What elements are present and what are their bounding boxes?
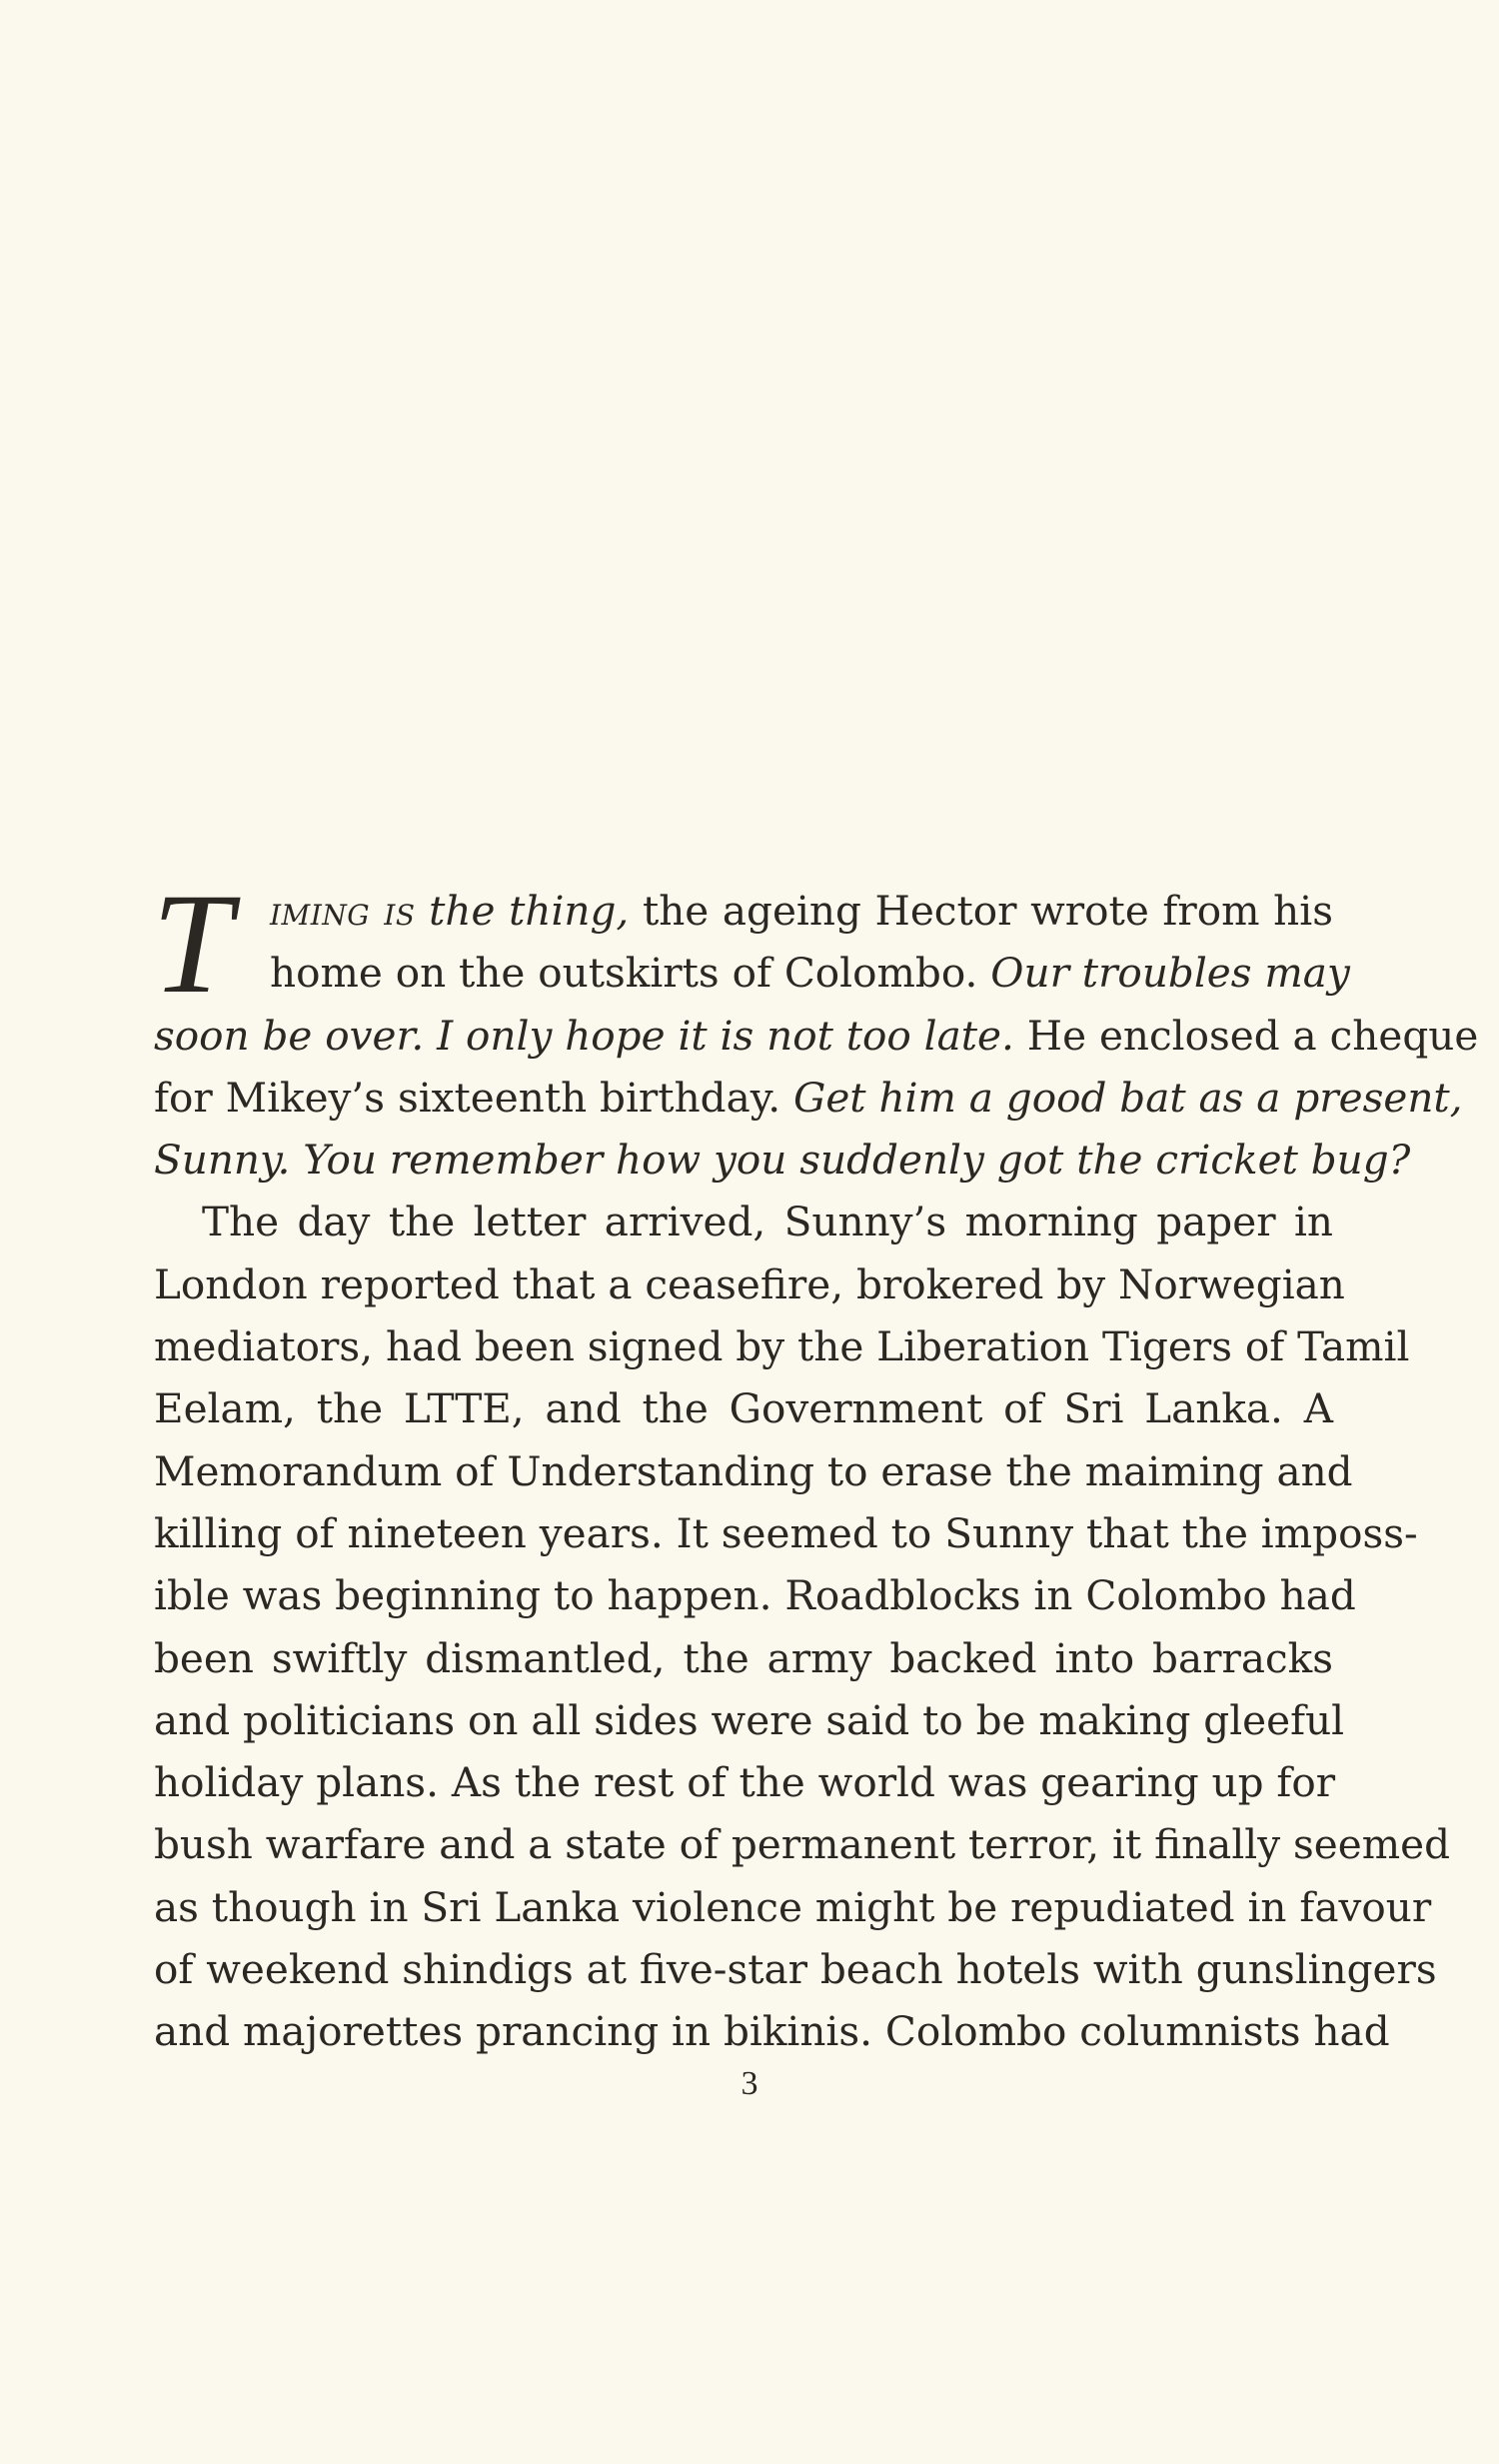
text-line: and politicians on all sides were said to be making gleeful: [154, 1695, 1345, 1744]
text-line: been swiftly dismantled, the army backed into barracks: [154, 1633, 1333, 1682]
page-number: 3: [741, 2065, 758, 2102]
roman-phrase: for Mikey’s sixteenth birthday.: [154, 1073, 793, 1122]
text-line: [154, 942, 1350, 1004]
italic-phrase: soon be over. I only hope it is not too late.: [154, 1011, 1014, 1060]
text-line: and majorettes prancing in bikinis. Colombo columnists had: [154, 2007, 1390, 2056]
roman-phrase: home on the outskirts of Colombo.: [270, 949, 991, 998]
italic-phrase: Sunny. You remember how you suddenly got the cricket bug?: [154, 1136, 1411, 1185]
text-line: [154, 1067, 1463, 1129]
drop-cap: T: [152, 865, 233, 1024]
text-line: London reported that a ceasefire, brokered by Norwegian: [154, 1259, 1345, 1308]
text-line: [154, 880, 1333, 942]
text-line: of weekend shindigs at five-star beach hotels with gunslingers: [154, 1945, 1437, 1994]
roman-phrase: He enclosed a cheque: [1013, 1011, 1479, 1060]
italic-phrase: Our troubles may: [990, 949, 1350, 998]
text-line: as though in Sri Lanka violence might be repudiated in favour: [154, 1882, 1432, 1931]
text-line: [154, 1005, 1479, 1067]
body-text: [154, 880, 1479, 2063]
text-line: [154, 1129, 1411, 1191]
text-line: killing of nineteen years. It seemed to Sunny that the imposs-: [154, 1508, 1418, 1557]
text-line: ible was beginning to happen. Roadblocks in Colombo had: [154, 1571, 1356, 1620]
text-line: Memorandum of Understanding to erase the maiming and: [154, 1446, 1353, 1495]
text-line: Eelam, the LTTE, and the Government of Sri Lanka. A: [154, 1384, 1333, 1433]
small-caps-opening: iming is: [270, 887, 416, 935]
italic-phrase: Get him a good bat as a present,: [792, 1073, 1463, 1122]
text-line: The day the letter arrived, Sunny’s morning paper in: [202, 1198, 1333, 1246]
text-line: holiday plans. As the rest of the world was gearing up for: [154, 1758, 1336, 1807]
italic-phrase: the thing,: [415, 887, 630, 935]
roman-phrase: the ageing Hector wrote from his: [629, 887, 1333, 935]
text-line: mediators, had been signed by the Liberation Tigers of Tamil: [154, 1322, 1410, 1371]
text-line: bush warfare and a state of permanent terror, it finally seemed: [154, 1820, 1450, 1869]
